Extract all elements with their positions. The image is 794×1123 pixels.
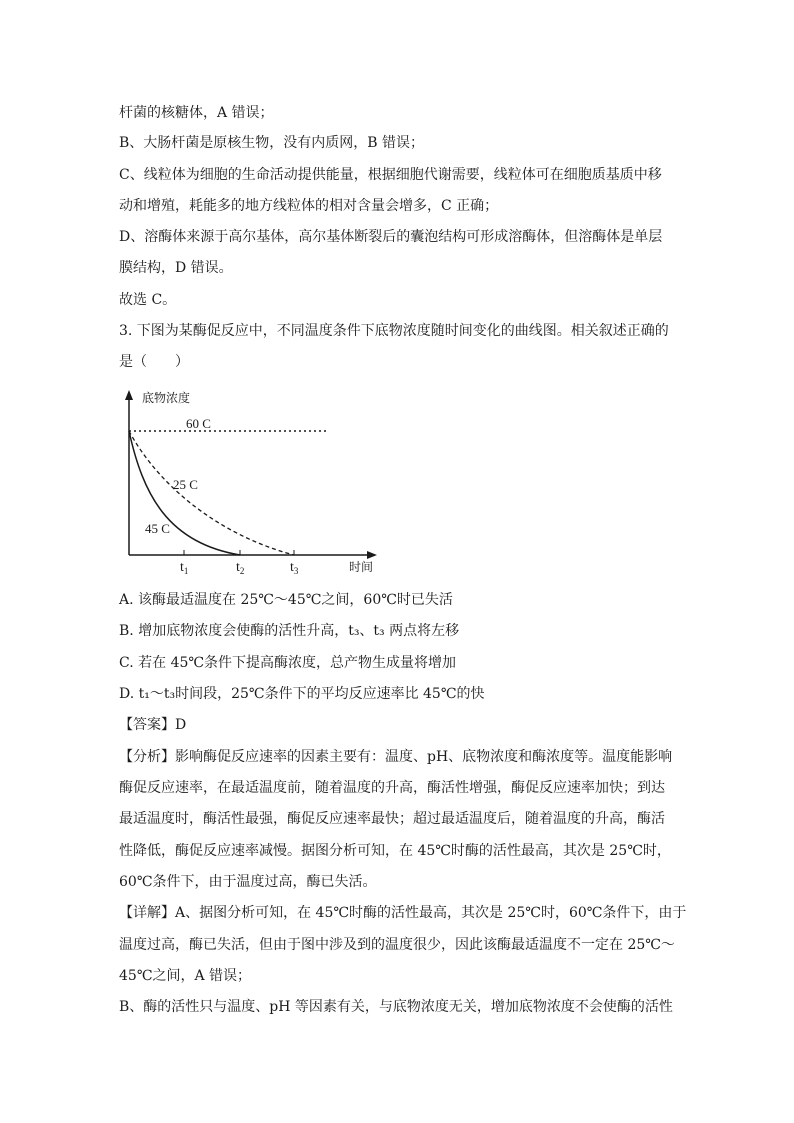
analysis-line: 60℃条件下，由于温度过高，酶已失活。 [119, 874, 377, 890]
detail-line: B、酶的活性只与温度、pH 等因素有关，与底物浓度无关，增加底物浓度不会使酶的活性 [119, 999, 673, 1015]
option-c: C. 若在 45℃条件下提高酶浓度，总产物生成量将增加 [119, 655, 457, 671]
tick-label-t2: $t_2$ [236, 560, 245, 576]
series-label-60c: 60 C [186, 416, 211, 431]
substrate-concentration-chart [118, 385, 388, 580]
detail-line: 温度过高，酶已失活，但由于图中涉及到的温度很少，因此该酶最适温度不一定在 25℃～ [119, 937, 675, 953]
series-25c-line [129, 431, 294, 555]
text-line: B、大肠杆菌是原核生物，没有内质网，B 错误； [119, 135, 425, 151]
analysis-line: 性降低，酶促反应速率减慢。据图分析可知，在 45℃时酶的活性最高，其次是 25℃时， [119, 843, 671, 859]
series-label-45c: 45 C [145, 521, 170, 536]
y-axis-label: 底物浓度 [142, 391, 191, 405]
text-line: 故选 C。 [119, 292, 177, 308]
analysis-line: 最适温度时，酶活性最强，酶促反应速率最快；超过最适温度后，随着温度的升高，酶活 [119, 811, 665, 827]
text-line: 膜结构，D 错误。 [119, 260, 233, 276]
series-45c-line [129, 431, 240, 555]
analysis-line: 酶促反应速率，在最适温度前，随着温度的升高，酶活性增强，酶促反应速率加快；到达 [119, 780, 665, 796]
analysis-line: 【分析】影响酶促反应速率的因素主要有：温度、pH、底物浓度和酶浓度等。温度能影响 [119, 749, 673, 765]
text-line: C、线粒体为细胞的生命活动提供能量，根据细胞代谢需要，线粒体可在细胞质基质中移 [119, 167, 662, 183]
x-axis-label: 时间 [349, 560, 374, 574]
text-line: 动和增殖，耗能多的地方线粒体的相对含量会增多，C 正确； [119, 198, 499, 214]
option-a: A. 该酶最适温度在 25℃～45℃之间，60℃时已失活 [119, 592, 453, 608]
option-d: D. t₁～t₃时间段，25℃条件下的平均反应速率比 45℃的快 [119, 686, 485, 702]
question-stem: 是（ ） [119, 354, 189, 370]
option-b: B. 增加底物浓度会使酶的活性升高，t₃、t₃ 两点将左移 [119, 623, 460, 639]
answer-line: 【答案】D [119, 717, 187, 733]
question-stem: 3. 下图为某酶促反应中，不同温度条件下底物浓度随时间变化的曲线图。相关叙述正确的 [119, 323, 669, 339]
series-label-25c: 25 C [173, 477, 198, 492]
y-axis-arrow-icon [125, 390, 133, 400]
tick-label-t1: $t_1$ [180, 560, 189, 576]
text-line: 杆菌的核糖体，A 错误； [119, 105, 274, 121]
detail-line: 【详解】A、据图分析可知，在 45℃时酶的活性最高，其次是 25℃时，60℃条件下，由于 [119, 905, 687, 921]
tick-label-t3: $t_3$ [290, 560, 299, 576]
x-axis-arrow-icon [367, 551, 377, 559]
text-line: D、溶酶体来源于高尔基体，高尔基体断裂后的囊泡结构可形成溶酶体，但溶酶体是单层 [119, 229, 663, 245]
detail-line: 45℃之间，A 错误； [119, 968, 252, 984]
